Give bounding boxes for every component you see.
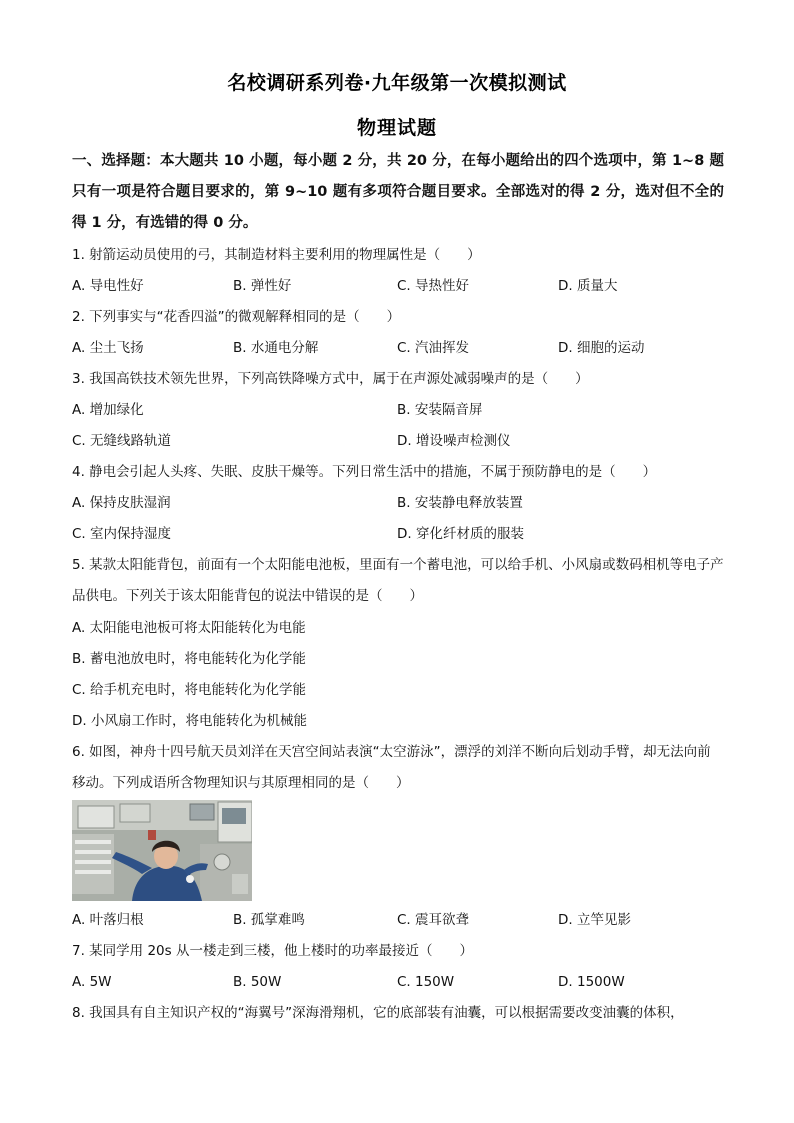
astronaut-swimming-image <box>72 800 252 901</box>
question-6-option-d: D. 立竿见影 <box>558 912 631 928</box>
question-6-option-b: B. 孤掌难鸣 <box>233 912 305 928</box>
question-4-option-c: C. 室内保持湿度 <box>72 526 172 542</box>
question-7-option-c: C. 150W <box>397 974 455 990</box>
question-1-option-d: D. 质量大 <box>558 278 618 294</box>
question-6-option-c: C. 震耳欲聋 <box>397 912 470 928</box>
question-7-option-d: D. 1500W <box>558 974 625 990</box>
question-5-option-b: B. 蓄电池放电时，将电能转化为化学能 <box>72 651 306 667</box>
question-4-option-b: B. 安装静电释放装置 <box>397 495 523 511</box>
question-2-option-c: C. 汽油挥发 <box>397 340 470 356</box>
question-3-option-c: C. 无缝线路轨道 <box>72 433 172 449</box>
question-7-stem: 7. 某同学用 20s 从一楼走到三楼，他上楼时的功率最接近（ ） <box>72 943 473 959</box>
question-2-option-b: B. 水通电分解 <box>233 340 319 356</box>
question-2-option-d: D. 细胞的运动 <box>558 340 645 356</box>
exam-subtitle: 物理试题 <box>356 117 437 139</box>
question-1-option-b: B. 弹性好 <box>233 278 292 294</box>
question-3-option-a: A. 增加绿化 <box>72 402 144 418</box>
question-2-option-a: A. 尘土飞扬 <box>72 340 144 356</box>
question-2-stem: 2. 下列事实与“花香四溢”的微观解释相同的是（ ） <box>72 309 401 325</box>
question-1-stem: 1. 射箭运动员使用的弓，其制造材料主要利用的物理属性是（ ） <box>72 247 481 263</box>
question-5-option-d: D. 小风扇工作时，将电能转化为机械能 <box>72 713 307 729</box>
question-3-option-d: D. 增设噪声检测仪 <box>397 433 511 449</box>
section-instructions: 一、选择题：本大题共 10 小题，每小题 2 分，共 20 分，在每小题给出的四个选项中，第 1~8 题只有一项是符合题目要求的，第 9~10 题有多项符合题目要求。全部选对的得 2 分，选对但不全的得 1 分，有选错的得 0 分。 <box>72 153 724 231</box>
question-3-option-b: B. 安装隔音屏 <box>397 402 483 418</box>
question-5-stem: 5. 某款太阳能背包，前面有一个太阳能电池板，里面有一个蓄电池，可以给手机、小风扇或数码相机等电子产品供电。下列关于该太阳能背包的说法中错误的是（ ） <box>72 557 724 604</box>
question-5-option-c: C. 给手机充电时，将电能转化为化学能 <box>72 682 307 698</box>
space-station-photo <box>72 800 252 901</box>
question-8-stem: 8. 我国具有自主知识产权的“海翼号”深海滑翔机，它的底部装有油囊，可以根据需要改变油囊的体积， <box>72 1005 684 1021</box>
question-4-option-d: D. 穿化纤材质的服装 <box>397 526 524 542</box>
question-7-option-b: B. 50W <box>233 974 282 990</box>
question-4-option-a: A. 保持皮肤湿润 <box>72 495 171 511</box>
question-1-option-a: A. 导电性好 <box>72 278 144 294</box>
question-4-stem: 4. 静电会引起人头疼、失眠、皮肤干燥等。下列日常生活中的措施，不属于预防静电的是（ ） <box>72 464 657 480</box>
exam-title: 名校调研系列卷·九年级第一次模拟测试 <box>227 72 567 94</box>
question-6-stem: 6. 如图，神舟十四号航天员刘洋在天宫空间站表演“太空游泳”，漂浮的刘洋不断向后划动手臂，却无法向前移动。下列成语所含物理知识与其原理相同的是（ ） <box>72 744 711 791</box>
question-7-option-a: A. 5W <box>72 974 112 990</box>
question-6-option-a: A. 叶落归根 <box>72 912 144 928</box>
question-5-option-a: A. 太阳能电池板可将太阳能转化为电能 <box>72 620 306 636</box>
question-3-stem: 3. 我国高铁技术领先世界，下列高铁降噪方式中，属于在声源处减弱噪声的是（ ） <box>72 371 589 387</box>
question-1-option-c: C. 导热性好 <box>397 278 470 294</box>
